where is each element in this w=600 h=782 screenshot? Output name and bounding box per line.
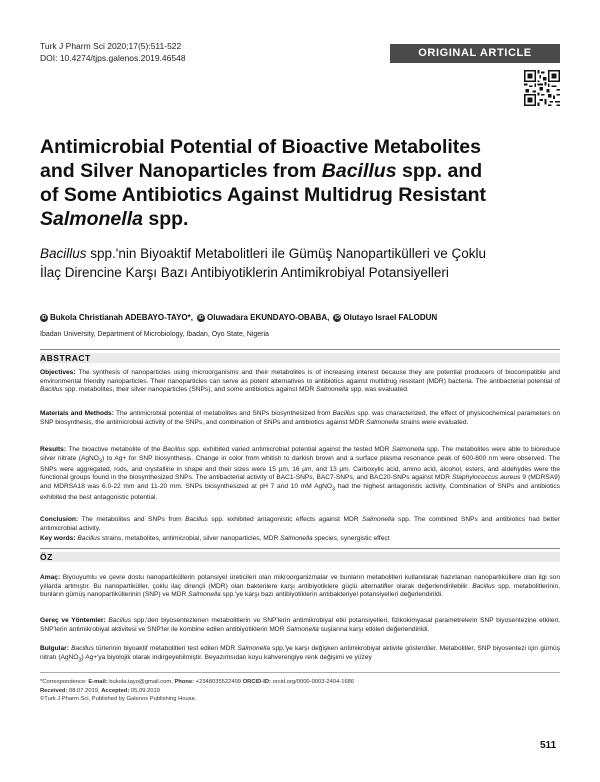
oz-amac: Amaç: Biyouyumlu ve çevre dostu nanopartiküllerin potansiyel üreticileri olan mikroorganizmalar ve bunların metabolitleri kullanılarak hazırlanan nanopartiküllere olan ilgi son yıllarda artmıştır. Bu nanopartiküller, çoklu ilaç dirençli (MDR) olan bakterilere karşı antibiyotiklere güçlü alternatifler olarak değerlendirilebilir. Bacillus spp. metabolitlerinin, bunların gümüş nanopartiküllerinin (SNP) ve MDR Salmonella spp.'ye karşı bazı antibiyotiklerin antibakteriyel potansiyelleri değerlendirildi.	[40, 574, 560, 599]
abstract-results: Results: The bioactive metabolite of the Bacillus spp. exhibited varied antimicrobial potential against the tested MDR Salmonella spp. The metabolites were able to bioreduce silver nitrate (AgNO$_3$) to Ag+ for SNP biosynthesis. Change in color from whitish to darkish brown and a surface plasma resonance peak of 600-800 nm were observed. The SNPs were aggregated, rods, and crystalline in shape and their sizes were 15 µm, 16 µm, and 13 µm. Carboxylic acid, amino acid, alcohol, esters, and aldehydes were the functional groups found in the biosynthesized SNPs. The antibacterial activity of BAC1-SNPs, BAC7-SNPs, and BAC20-SNPs against MDR Staphylococcus aureus 9 (MDRSA9) and MDRSA18 was 6.0-22 mm and 11-20 mm. SNPs biosynthesized at pH 7 and 10 mM AgNO$_3$ had the highest antagonistic activity. Combination of SNPs and antibiotics exhibited the best antagonistic potential.	[40, 446, 561, 501]
oz-top-rule	[40, 548, 560, 549]
title-line-3: of Some Antibiotics Against Multidrug Resistant	[40, 184, 486, 206]
oz-gerec-yontemler: Gereç ve Yöntemler: Bacillus spp.'den biyosentezlenen metabolitlerin ve SNP'lerin antimikrobiyal etki potansiyelleri, fizikokimyasal parametrelerin SNP biyosentezine etkileri, SNP'lerin antimikrobiyal aktivitesi ve SNP'ler ile kombine edilen antibiyotiklerin MDR Salmonella suşlarına karşı etkileri değerlendirildi.	[40, 617, 560, 633]
email-link[interactable]: bukola.tayo@gmail.com,	[107, 679, 175, 685]
title-line-4: Salmonella spp.	[40, 208, 189, 230]
author-3[interactable]: iD Olutayo Israel FALODUN	[334, 313, 438, 322]
orcid-link[interactable]: orcid.org/0000-0003-2404-1686	[270, 679, 355, 685]
author-list	[40, 313, 570, 322]
footer-rule	[40, 672, 560, 673]
orcid-icon[interactable]: iD	[334, 314, 340, 321]
abstract-heading: ABSTRACT	[40, 353, 91, 363]
title-line-2: and Silver Nanoparticles from Bacillus spp. and	[40, 160, 483, 182]
article-type-badge: ORIGINAL ARTICLE	[390, 44, 560, 63]
oz-heading: ÖZ	[40, 552, 53, 562]
journal-citation-block	[40, 40, 186, 64]
footer-notes	[40, 678, 560, 704]
qr-code-icon[interactable]	[524, 70, 560, 106]
abstract-conclusion: Conclusion: The metabolites and SNPs from Bacillus spp. exhibited antagonistic effects against MDR Salmonella spp. The combined SNPs and antibiotics had better antimicrobial activity.	[40, 516, 560, 532]
copyright: ©Turk J Pharm Sci, Published by Galenos Publishing House.	[40, 696, 197, 703]
keywords: Key words: Bacillus strains, metabolites, antimicrobial, silver nanoparticles, MDR Salmonella species, synergistic effect	[40, 535, 390, 542]
orcid-icon[interactable]: iD	[198, 314, 204, 321]
abstract-objectives: Objectives: The synthesis of nanoparticles using microorganisms and their metabolites is of increasing interest because they are potential producers of biocompatible and environmental friendly nanoparticles. Their nanoparticles can serve as potent alternatives to antibiotics against multidrug resistant (MDR) bacteria. The antibacterial potential of Bacillus spp. metabolites, their silver nanoparticles (SNPs), and some antibiotics against MDR Salmonella spp. was evaluated.	[40, 369, 560, 394]
orcid-icon[interactable]: iD	[41, 314, 47, 321]
received-accepted: Received: 08.07.2019, Accepted: 05.09.2019	[40, 687, 160, 694]
author-2[interactable]: iD Oluwadara EKUNDAYO-OBABA,	[198, 313, 330, 322]
article-title	[40, 135, 570, 231]
abstract-top-rule	[40, 349, 560, 350]
turkish-title	[40, 244, 570, 282]
journal-citation: Turk J Pharm Sci 2020;17(5):511-522	[40, 41, 182, 51]
correspondence: *Correspondence: E-mail: bukola.tayo@gmail.com, Phone: +2348035522409 ORCID-ID: orcid.org/0000-0003-2404-1686	[40, 679, 355, 685]
turkish-title-line-2: İlaç Direncine Karşı Bazı Antibiyotiklerin Antimikrobiyal Potansiyelleri	[40, 265, 449, 280]
oz-bulgular: Bulgular: Bacillus türlerinin biyoaktif metabolitleri test edilen MDR Salmonella spp.'ye karşı değişken antimikrobiyal aktivite gösterdiler. Metabolitler, SNP biyosentezi için gümüş nitratı (AgNO$_3$) Ag+'ya biyolojik olarak indirgeyebilmiştir. Beyazımsıdan koyu kahverengiye renk değişimi ve yüzey	[40, 645, 560, 663]
page-number: 511	[540, 740, 557, 751]
doi[interactable]: DOI: 10.4274/tjps.galenos.2019.46548	[40, 53, 186, 63]
affiliation: Ibadan University, Department of Microbiology, Ibadan, Oyo State, Nigeria	[40, 331, 269, 338]
turkish-title-line-1: Bacillus spp.'nin Biyoaktif Metabolitleri ile Gümüş Nanopartikülleri ve Çoklu	[40, 246, 487, 261]
author-1[interactable]: iD Bukola Christianah ADEBAYO-TAYO*,	[41, 313, 193, 322]
abstract-methods: Materials and Methods: The antimicrobial potential of metabolites and SNPs biosynthesized from Bacillus spp. was characterized, the effect of physicochemical parameters on SNP biosynthesis, the antimicrobial activity of the SNPs, and combination of SNPs and antibiotics against MDR Salmonella strains were evaluated.	[40, 410, 560, 426]
title-line-1: Antimicrobial Potential of Bioactive Metabolites	[40, 136, 481, 158]
